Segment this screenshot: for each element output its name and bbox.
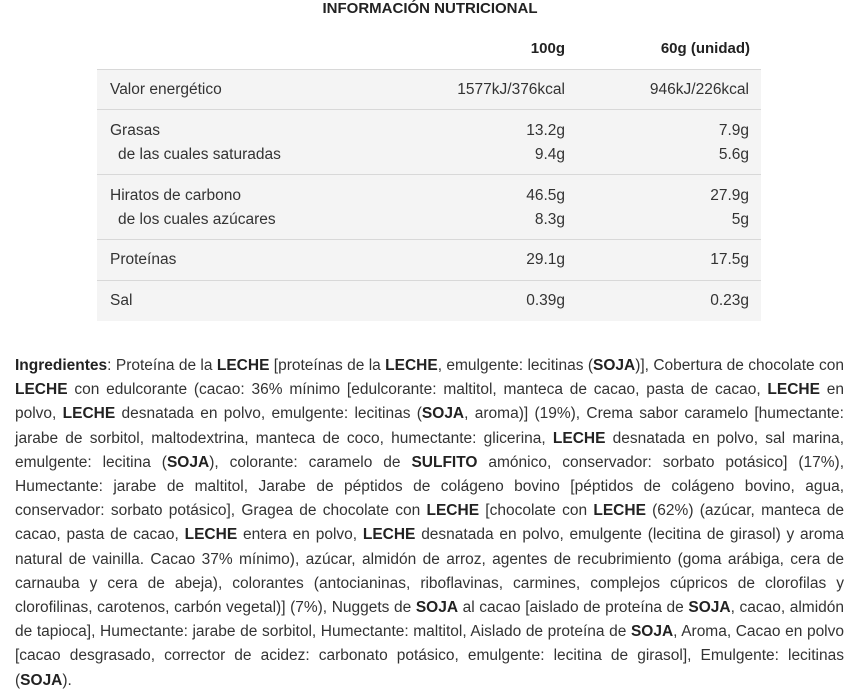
table-row-energy xyxy=(97,69,761,109)
ingredient-text: ). xyxy=(62,671,72,689)
ingredient-highlight: SOJA xyxy=(688,599,731,617)
ingredient-highlight: LECHE xyxy=(426,502,480,520)
row-value-unit: 5.6g xyxy=(718,146,749,163)
row-label: Hiratos de carbono xyxy=(110,187,241,204)
row-label: Grasas xyxy=(110,122,160,139)
ingredient-text: con edulcorante (cacao: 36% mínimo [edulcorante: maltitol, manteca de cacao, pasta de cacao, xyxy=(67,381,768,399)
table-row-fat xyxy=(97,109,761,174)
ingredient-highlight: LECHE xyxy=(62,405,116,423)
ingredients-paragraph xyxy=(15,354,844,693)
row-value-100g: 1577kJ/376kcal xyxy=(457,81,565,98)
row-value-unit: 7.9g xyxy=(718,122,749,139)
ingredient-highlight: LECHE xyxy=(184,526,238,544)
ingredient-highlight: SOJA xyxy=(421,405,465,423)
ingredient-highlight: SULFITO xyxy=(411,453,478,471)
ingredient-text: , emulgente: lecitinas ( xyxy=(437,357,593,374)
ingredient-text: [chocolate con xyxy=(479,502,594,520)
row-value-100g: 8.3g xyxy=(534,211,565,228)
row-value-unit: 17.5g xyxy=(710,251,749,268)
ingredient-highlight: SOJA xyxy=(20,671,63,689)
ingredient-highlight: SOJA xyxy=(166,453,210,471)
table-row-protein xyxy=(97,239,761,280)
row-value-unit: 5g xyxy=(731,211,749,228)
ingredient-text: , cacao, almidón de tapioca], Humectante: jarabe de sorbitol, Humectante: maltitol, Aislado de proteína de xyxy=(15,599,844,641)
ingredient-highlight: SOJA xyxy=(630,623,674,641)
ingredient-text: ), colorante: caramelo de xyxy=(209,453,412,471)
ingredient-text: , Aroma, Cacao en polvo [cacao desgrasado, corrector de acidez: carbonato potásico, emulgente: lecitina de girasol], Emulgente: lecitinas ( xyxy=(15,623,844,689)
ingredient-text: en polvo, xyxy=(15,381,844,423)
ingredient-highlight: SOJA xyxy=(415,599,459,617)
table-row-carbs xyxy=(97,174,761,239)
ingredient-text: entera en polvo, xyxy=(237,526,363,544)
row-value-100g: 13.2g xyxy=(526,122,565,139)
row-label: Sal xyxy=(110,292,133,309)
ingredient-text: desnatada en polvo, emulgente: lecitinas ( xyxy=(115,405,422,423)
ingredient-highlight: LECHE xyxy=(15,381,68,399)
row-label: Proteínas xyxy=(110,251,177,268)
ingredient-highlight: LECHE xyxy=(593,502,646,520)
nutrition-title: INFORMACIÓN NUTRICIONAL xyxy=(322,0,538,17)
ingredient-highlight: LECHE xyxy=(216,357,270,374)
ingredient-text: (62%) (azúcar, manteca de cacao, pasta de cacao, xyxy=(15,502,844,544)
ingredient-highlight: LECHE xyxy=(552,429,606,447)
row-value-unit: 946kJ/226kcal xyxy=(649,81,749,98)
row-value-unit: 0.23g xyxy=(710,292,749,309)
column-header-100g: 100g xyxy=(530,40,565,57)
row-label: Valor energético xyxy=(110,81,222,98)
nutrition-table xyxy=(97,69,761,321)
ingredient-highlight: SOJA xyxy=(592,357,636,374)
table-row-salt xyxy=(97,280,761,321)
ingredient-highlight: LECHE xyxy=(385,357,438,374)
row-value-100g: 46.5g xyxy=(526,187,565,204)
ingredient-text: , aroma)] (19%), Crema sabor caramelo [humectante: jarabe de sorbitol, maltodextrina, manteca de coco, humectante: glicerina, xyxy=(15,405,844,447)
row-sublabel: de las cuales saturadas xyxy=(118,146,281,163)
ingredient-highlight: LECHE xyxy=(767,381,820,399)
ingredient-highlight: LECHE xyxy=(362,526,416,544)
ingredient-text: desnatada en polvo, sal marina, emulgente: lecitina ( xyxy=(15,429,844,471)
row-value-100g: 29.1g xyxy=(526,251,565,268)
ingredient-text: [proteínas de la xyxy=(269,357,386,374)
column-header-unit: 60g (unidad) xyxy=(660,40,750,57)
row-value-100g: 0.39g xyxy=(526,292,565,309)
ingredient-text: : Proteína de la xyxy=(107,357,217,374)
ingredient-text: )], Cobertura de chocolate con xyxy=(635,357,844,374)
ingredient-highlight: Ingredientes xyxy=(15,357,108,374)
ingredient-text: amónico, conservador: sorbato potásico] (17%), Humectante: jarabe de maltitol, Jarabe de péptidos de colágeno bovino [péptidos de colágeno bovino, agua, conservador: sorbato potásico], Gragea de chocolate con xyxy=(15,453,844,520)
ingredient-text: desnatada en polvo, emulgente (lecitina de girasol) y aroma natural de vainilla. Cacao 37% mínimo), azúcar, almidón de arroz, agentes de recubrimiento (goma arábiga, cera de carnauba y cera de abeja), colorantes (antocianinas, riboflavinas, carmines, complejos cúpricos de clorofilas y clorofilinas, carotenos, carbón vegetal)] (7%), Nuggets de xyxy=(15,526,844,617)
row-sublabel: de los cuales azúcares xyxy=(118,211,276,228)
row-value-unit: 27.9g xyxy=(710,187,749,204)
row-value-100g: 9.4g xyxy=(534,146,565,163)
ingredient-text: al cacao [aislado de proteína de xyxy=(458,599,689,617)
